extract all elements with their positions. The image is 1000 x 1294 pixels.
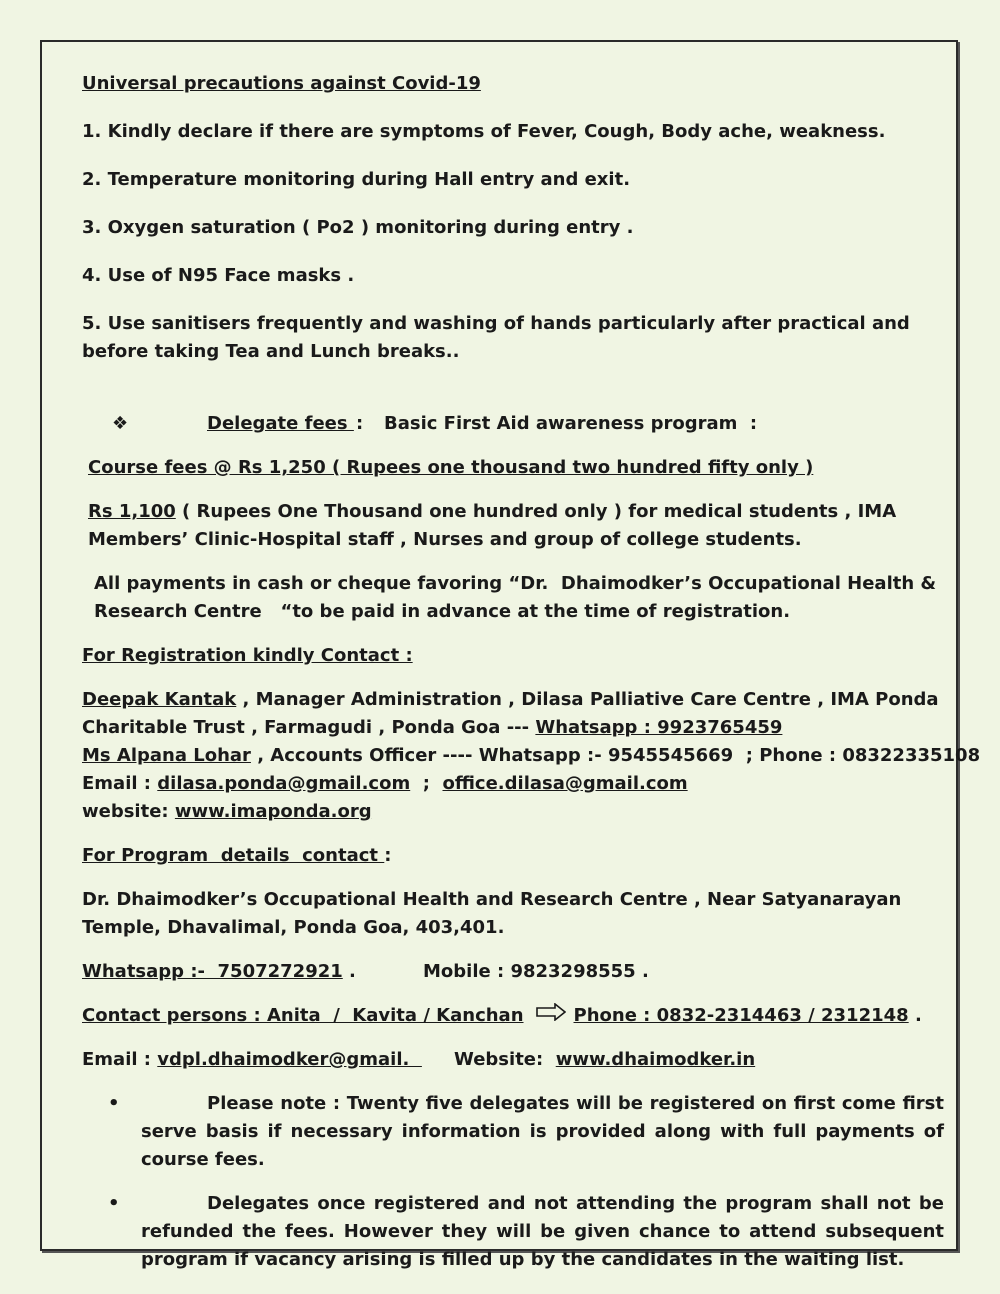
contact-deepak — [82, 686, 944, 742]
note-text: Please note : Twenty five delegates will be registered on first come first serve basis if necessary information is provided along with full payments of course fees. — [141, 1093, 944, 1170]
registration-contacts — [82, 686, 981, 826]
email-label: Email : — [82, 773, 158, 794]
email-separator: ; — [410, 773, 443, 794]
bullet-icon: • — [108, 1093, 120, 1114]
whatsapp-number: Whatsapp :- 7507272921 — [82, 961, 343, 982]
program-heading-colon: : — [384, 845, 392, 866]
contact-persons-row — [82, 1002, 944, 1030]
email-row — [82, 770, 944, 798]
email-link[interactable]: office.dilasa@gmail.com — [442, 773, 688, 794]
diamond-bullet-icon: ❖ — [112, 413, 129, 434]
bullet-icon: • — [108, 1193, 120, 1214]
precaution-item: 2. Temperature monitoring during Hall entry and exit. — [82, 169, 631, 190]
contact-details: , Accounts Officer ---- Whatsapp :- 9545545669 ; Phone : 08322335108 — [250, 745, 981, 766]
contact-name: Deepak Kantak — [82, 689, 237, 710]
contact-name: Ms Alpana Lohar — [82, 745, 251, 766]
phone-tail: . — [908, 1005, 922, 1026]
email-link[interactable]: vdpl.dhaimodker@gmail. — [157, 1049, 422, 1070]
program-heading — [82, 842, 944, 870]
registration-heading: For Registration kindly Contact : — [82, 645, 413, 666]
email-link[interactable]: dilasa.ponda@gmail.com — [157, 773, 411, 794]
contact-role: , Manager Administration , Dilasa Palliative Care Centre , IMA Ponda Charitable Trust , Farmagudi , Ponda Goa --- — [82, 689, 945, 738]
program-name: Basic First Aid awareness program : — [384, 413, 758, 434]
document-title: Universal precautions against Covid-19 — [82, 73, 481, 94]
website-label: Website: — [454, 1049, 556, 1070]
program-heading-text: For Program details contact — [82, 845, 385, 866]
contact-phone: Phone : 0832-2314463 / 2312148 — [573, 1005, 909, 1026]
delegate-fees-colon: : — [356, 413, 364, 434]
note-item — [82, 1090, 944, 1174]
program-whatsapp — [82, 958, 356, 986]
program-mobile: Mobile : 9823298555 . — [423, 961, 649, 982]
delegate-fees-row — [82, 410, 944, 438]
note-item — [82, 1190, 944, 1274]
program-address: Dr. Dhaimodker’s Occupational Health and Research Centre , Near Satyanarayan Temple, Dhavalimal, Ponda Goa, 403,401. — [82, 889, 902, 938]
arrow-right-icon — [536, 1002, 566, 1030]
whatsapp-mobile-row — [82, 958, 944, 986]
notes-list — [82, 1090, 944, 1274]
discount-text: ( Rupees One Thousand one hundred only ) for medical students , IMA Members’ Clinic-Hospital staff , Nurses and group of college students. — [88, 501, 897, 550]
precaution-item: 5. Use sanitisers frequently and washing of hands particularly after practical and before taking Tea and Lunch breaks.. — [82, 313, 910, 362]
whatsapp-number: Whatsapp : 9923765459 — [535, 717, 783, 738]
program-website — [454, 1046, 755, 1074]
precaution-item: 4. Use of N95 Face masks . — [82, 265, 355, 286]
contact-alpana — [82, 742, 981, 770]
website-link[interactable]: www.dhaimodker.in — [555, 1049, 756, 1070]
whatsapp-tail: . — [342, 961, 356, 982]
course-fees: Course fees @ Rs 1,250 ( Rupees one thousand two hundred fifty only ) — [88, 457, 814, 478]
document-content — [82, 70, 981, 1290]
note-text: Delegates once registered and not attending the program shall not be refunded the fees. However they will be given chance to attend subsequent program if vacancy arising is filled up by the candidates in the waiting list. — [141, 1193, 944, 1270]
website-link[interactable]: www.imaponda.org — [174, 801, 372, 822]
website-row — [82, 798, 944, 826]
program-email-website-row — [82, 1046, 944, 1074]
program-email — [82, 1046, 422, 1074]
delegate-fees-label: Delegate fees — [207, 413, 354, 434]
payment-info: All payments in cash or cheque favoring “Dr. Dhaimodker’s Occupational Health & Research Centre “to be paid in advance at the time of registration. — [94, 573, 943, 622]
website-label: website: — [82, 801, 175, 822]
contact-persons: Contact persons : Anita / Kavita / Kanchan — [82, 1005, 524, 1026]
discount-amount: Rs 1,100 — [88, 501, 176, 522]
precaution-item: 3. Oxygen saturation ( Po2 ) monitoring during entry . — [82, 217, 634, 238]
email-label: Email : — [82, 1049, 158, 1070]
discount-fees — [82, 498, 944, 554]
precaution-item: 1. Kindly declare if there are symptoms of Fever, Cough, Body ache, weakness. — [82, 121, 886, 142]
